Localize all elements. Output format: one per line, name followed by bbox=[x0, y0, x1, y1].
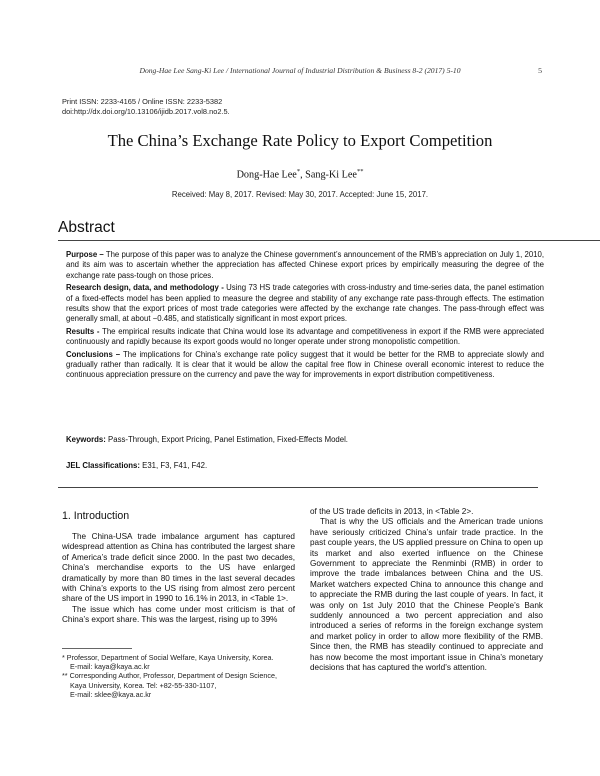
method-text: Using 73 HS trade categories with cross-industry and time-series data, the panel estimation of a fixed-effects model has been applied to measure the degree and stability of any exchange rate pass-through effects. The estimation results show that the export prices of most trade categories were affected by the exchange rate changes. The pass-through effect was generally small, at about −0.485, and statistically significant in most export prices. bbox=[66, 283, 544, 324]
abstract-divider bbox=[58, 240, 600, 241]
author-1-name: Dong-Hae Lee bbox=[236, 169, 297, 181]
jel-text: E31, F3, F41, F42. bbox=[139, 461, 208, 470]
conclusions-label: Conclusions – bbox=[66, 349, 121, 359]
submission-dates: Received: May 8, 2017. Revised: May 30, 2017. Accepted: June 15, 2017. bbox=[171, 190, 429, 199]
footnote-2: ** Corresponding Author, Professor, Department of Design Science, Kaya University, Korea. Tel: +82-55-330-1107, bbox=[62, 671, 277, 690]
conclusions-text: The implications for China’s exchange rate policy suggest that it would be better for the RMB to appreciate slowly and gradually rather than radically. It is clear that it would be allow the capital free flow in Chinese overall economic interest to reduce the continuous appreciation pressure on the currency and pave the way for improvements in export distribution competitiveness. bbox=[66, 349, 544, 380]
author-2-mark: ** bbox=[356, 168, 364, 175]
left-column bbox=[62, 532, 295, 626]
right-column bbox=[310, 507, 543, 674]
issn-line: Print ISSN: 2233-4165 / Online ISSN: 2233-5382 bbox=[62, 97, 223, 106]
footnote-1-email: E-mail: kaya@kaya.ac.kr bbox=[70, 662, 150, 672]
paragraph: of the US trade deficits in 2013, in <Table 2>. bbox=[310, 507, 474, 516]
footnotes bbox=[62, 653, 295, 699]
keywords-text: Pass-Through, Export Pricing, Panel Estimation, Fixed-Effects Model. bbox=[105, 435, 348, 444]
section-heading: 1. Introduction bbox=[62, 510, 130, 522]
paragraph: That is why the US officials and the American trade unions have seriously criticized China’s unfair trade practice. In the past couple years, the US applied pressure on China to open up its market and also exerted influence on the Chinese Government to appreciate the Renminbi (RMB) in order to improve the trade imbalances between China and the US. Market watchers expected China to announce this change and to appreciate the RMB during the last couple of years. In fact, it was only on 1st July 2010 that the Chinese People’s Bank suddenly announced a two percent appreciation and also introduced a series of reforms in the foreign exchange system and market policy in order to allow more flexibility of the RMB. Since then, the RMB has steadily continued to appreciate and has now become the most important issue in China’s monetary decisions that has captured the world’s attention. bbox=[310, 517, 543, 673]
footnote-2-email: E-mail: sklee@kaya.ac.kr bbox=[70, 689, 152, 699]
author-line bbox=[0, 168, 600, 180]
abstract-purpose bbox=[66, 250, 544, 281]
abstract-conclusions bbox=[66, 350, 544, 381]
footnote-1: * Professor, Department of Social Welfare, Kaya University, Korea. bbox=[62, 653, 274, 662]
paragraph: The issue which has come under most criticism is that of China’s export share. This was the largest, rising up to 39% bbox=[62, 604, 295, 625]
author-2-name: Sang-Ki Lee bbox=[305, 169, 357, 181]
paper-title: The China’s Exchange Rate Policy to Export Competition bbox=[107, 131, 493, 150]
purpose-label: Purpose – bbox=[66, 250, 104, 259]
issn-block bbox=[62, 97, 230, 117]
keywords-label: Keywords: bbox=[66, 435, 106, 444]
jel-classifications bbox=[66, 461, 544, 470]
keywords bbox=[66, 435, 544, 444]
paragraph: The China-USA trade imbalance argument has captured widespread attention as China has contributed the largest share of America’s trade deficit since 2000. In the past two decades, China’s merchandise exports to the US have enlarged dramatically by more than 80 times in the last several decades with China’s exports to the US rising from almost zero percent share of the US import in 1990 to 16.1% in 2013, in <Table 1>. bbox=[62, 532, 295, 604]
doi-line: doi:http://dx.doi.org/10.13106/ijidb.2017.vol8.no2.5. bbox=[62, 106, 230, 116]
footnote-divider bbox=[62, 648, 132, 649]
author-separator: , bbox=[300, 169, 306, 181]
author-1-mark: * bbox=[296, 168, 301, 175]
jel-label: JEL Classifications: bbox=[66, 461, 140, 470]
abstract-heading: Abstract bbox=[58, 219, 115, 236]
results-text: The empirical results indicate that China would lose its advantage and competitiveness in export if the RMB were appreciated continuously and rapidly because its export goods would no longer operate under strong monopolistic competition. bbox=[66, 326, 544, 347]
running-head: Dong-Hae Lee Sang-Ki Lee / International Journal of Industrial Distribution & Business 8-2 (2017) 5-10 bbox=[139, 66, 461, 75]
method-label: Research design, data, and methodology - bbox=[66, 283, 224, 293]
results-label: Results - bbox=[66, 326, 100, 336]
page-number: 5 bbox=[538, 66, 542, 75]
purpose-text: The purpose of this paper was to analyze the Chinese government’s announcement of the RMB’s appreciation on July 1, 2010, and its aim was to ascertain whether the appreciation has affected Chinese export prices by empirically measuring the degree of the exchange rate pass-tough on those prices. bbox=[66, 250, 545, 280]
abstract-results bbox=[66, 327, 544, 348]
abstract-body bbox=[66, 250, 544, 383]
abstract-method bbox=[66, 283, 544, 325]
abstract-bottom-divider bbox=[58, 487, 538, 488]
